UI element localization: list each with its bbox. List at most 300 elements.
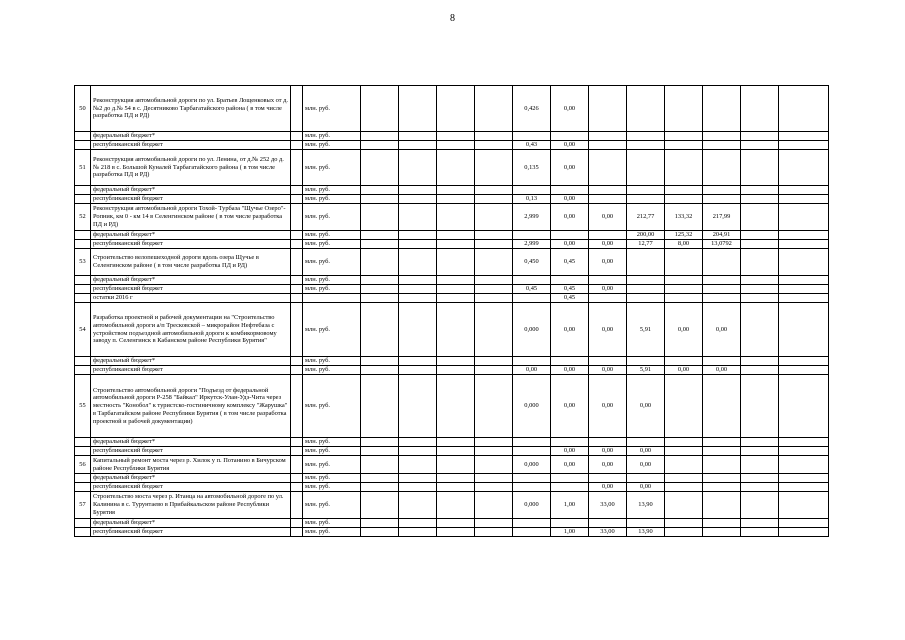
value-cell [741,519,779,528]
row-number-cell [75,474,91,483]
value-cell: 0,00 [589,285,627,294]
value-cell: 0,000 [513,303,551,357]
value-cell: 0,00 [665,303,703,357]
value-cell [589,294,627,303]
value-cell [475,366,513,375]
value-cell [665,438,703,447]
value-cell [779,276,829,285]
value-cell [589,519,627,528]
value-cell [361,492,399,519]
unit-cell: млн. руб. [303,357,361,366]
value-cell [703,186,741,195]
value-cell [475,231,513,240]
value-cell: 0,00 [703,303,741,357]
row-number-cell [75,483,91,492]
value-cell [475,492,513,519]
value-cell [475,474,513,483]
value-cell: 0,00 [589,375,627,438]
row-number-cell [75,447,91,456]
value-cell [551,519,589,528]
value-cell [665,195,703,204]
budget-source-row [75,357,829,366]
value-cell [741,276,779,285]
unit-cell: млн. руб. [303,519,361,528]
value-cell [741,492,779,519]
spacer-cell [291,249,303,276]
value-cell [665,294,703,303]
row-number-cell [75,240,91,249]
value-cell [741,204,779,231]
unit-cell: млн. руб. [303,492,361,519]
value-cell [703,375,741,438]
spacer-cell [291,86,303,132]
value-cell [627,285,665,294]
value-cell [741,528,779,537]
value-cell [399,519,437,528]
value-cell [665,150,703,186]
value-cell: 13,90 [627,492,665,519]
value-cell [779,519,829,528]
value-cell [437,231,475,240]
budget-source-row [75,132,829,141]
value-cell: 8,00 [665,240,703,249]
value-cell [361,303,399,357]
value-cell [627,249,665,276]
value-cell [551,132,589,141]
value-cell [475,86,513,132]
value-cell [399,294,437,303]
value-cell [399,357,437,366]
unit-cell: млн. руб. [303,483,361,492]
project-row [75,86,829,132]
budget-source-row [75,438,829,447]
value-cell [665,276,703,285]
value-cell: 0,00 [551,141,589,150]
budget-source-row [75,447,829,456]
row-number-cell [75,438,91,447]
value-cell [779,186,829,195]
spacer-cell [291,456,303,474]
value-cell [627,195,665,204]
value-cell [399,195,437,204]
value-cell: 0,00 [589,447,627,456]
value-cell [475,285,513,294]
spacer-cell [291,276,303,285]
value-cell: 217,99 [703,204,741,231]
project-name-cell: Капитальный ремонт моста через р. Хилок у п. Потанино в Бичурском районе Республики Бурятия [91,456,291,474]
unit-cell: млн. руб. [303,186,361,195]
row-number-cell [75,285,91,294]
funding-source-cell: республиканский бюджет [91,528,291,537]
row-number-cell [75,528,91,537]
value-cell [399,483,437,492]
value-cell [361,240,399,249]
value-cell: 0,00 [589,366,627,375]
value-cell [741,357,779,366]
row-number-cell: 54 [75,303,91,357]
value-cell [475,519,513,528]
value-cell [779,456,829,474]
unit-cell: млн. руб. [303,240,361,249]
value-cell [361,474,399,483]
spacer-cell [291,132,303,141]
value-cell [437,357,475,366]
value-cell [779,240,829,249]
row-number-cell [75,519,91,528]
value-cell [399,204,437,231]
spacer-cell [291,483,303,492]
value-cell [475,195,513,204]
value-cell [741,447,779,456]
value-cell [703,195,741,204]
value-cell [361,294,399,303]
value-cell [361,438,399,447]
funding-source-cell: федеральный бюджет* [91,276,291,285]
value-cell [627,519,665,528]
value-cell: 0,00 [551,86,589,132]
budget-source-row [75,474,829,483]
value-cell [513,528,551,537]
value-cell [589,141,627,150]
value-cell: 1,00 [551,528,589,537]
value-cell [703,492,741,519]
value-cell [665,528,703,537]
value-cell [741,366,779,375]
value-cell [399,447,437,456]
value-cell: 0,00 [627,483,665,492]
unit-cell: млн. руб. [303,204,361,231]
value-cell [361,483,399,492]
value-cell [513,294,551,303]
value-cell [361,231,399,240]
value-cell [361,528,399,537]
value-cell [627,438,665,447]
value-cell [437,132,475,141]
value-cell [741,456,779,474]
value-cell [399,141,437,150]
funding-source-cell: федеральный бюджет* [91,132,291,141]
spacer-cell [291,519,303,528]
value-cell [361,141,399,150]
value-cell [437,519,475,528]
value-cell [399,375,437,438]
value-cell [399,456,437,474]
value-cell [779,483,829,492]
value-cell [399,240,437,249]
value-cell [741,150,779,186]
value-cell [475,204,513,231]
value-cell [741,86,779,132]
value-cell: 0,45 [551,294,589,303]
value-cell [551,438,589,447]
value-cell [551,186,589,195]
project-row [75,150,829,186]
funding-source-cell: остатки 2016 г [91,294,291,303]
value-cell [513,357,551,366]
value-cell [665,483,703,492]
value-cell: 0,00 [589,240,627,249]
value-cell [665,447,703,456]
budget-source-row [75,366,829,375]
spacer-cell [291,474,303,483]
spacer-cell [291,528,303,537]
value-cell [627,86,665,132]
unit-cell: млн. руб. [303,303,361,357]
value-cell [589,132,627,141]
value-cell [589,231,627,240]
value-cell [475,249,513,276]
row-number-cell: 56 [75,456,91,474]
value-cell [475,375,513,438]
budget-source-row [75,186,829,195]
value-cell: 0,00 [627,456,665,474]
spacer-cell [291,303,303,357]
unit-cell: млн. руб. [303,528,361,537]
value-cell [741,231,779,240]
value-cell [703,456,741,474]
value-cell [589,195,627,204]
value-cell [361,366,399,375]
funding-source-cell: республиканский бюджет [91,285,291,294]
project-name-cell: Строительство велопешеходной дороги вдоль озера Щучье в Селенгинском районе ( в том числе разработка ПД и РД) [91,249,291,276]
value-cell: 0,00 [551,150,589,186]
value-cell [589,186,627,195]
value-cell: 0,426 [513,86,551,132]
spacer-cell [291,195,303,204]
value-cell [475,141,513,150]
value-cell [665,375,703,438]
value-cell [361,132,399,141]
value-cell [703,249,741,276]
project-row [75,249,829,276]
value-cell [779,141,829,150]
value-cell [437,204,475,231]
value-cell [437,483,475,492]
value-cell [779,249,829,276]
unit-cell: млн. руб. [303,231,361,240]
funding-source-cell: федеральный бюджет* [91,438,291,447]
budget-source-row [75,240,829,249]
project-row [75,204,829,231]
value-cell [399,492,437,519]
value-cell [437,249,475,276]
budget-source-row [75,483,829,492]
value-cell [779,294,829,303]
value-cell [513,483,551,492]
value-cell [437,195,475,204]
funding-source-cell: федеральный бюджет* [91,357,291,366]
value-cell [437,240,475,249]
value-cell [779,204,829,231]
value-cell: 0,135 [513,150,551,186]
value-cell [703,86,741,132]
value-cell [399,86,437,132]
value-cell [779,366,829,375]
row-number-cell: 52 [75,204,91,231]
value-cell [361,186,399,195]
value-cell [437,528,475,537]
row-number-cell [75,366,91,375]
value-cell [399,438,437,447]
value-cell: 0,000 [513,375,551,438]
value-cell: 0,00 [589,303,627,357]
value-cell: 5,91 [627,303,665,357]
unit-cell: млн. руб. [303,456,361,474]
value-cell [589,438,627,447]
value-cell [741,186,779,195]
value-cell [437,474,475,483]
budget-table [74,85,829,537]
unit-cell: млн. руб. [303,375,361,438]
value-cell [665,519,703,528]
value-cell: 1,00 [551,492,589,519]
value-cell [589,86,627,132]
value-cell [703,528,741,537]
project-row [75,303,829,357]
unit-cell: млн. руб. [303,285,361,294]
funding-source-cell: республиканский бюджет [91,195,291,204]
value-cell [741,438,779,447]
value-cell [399,366,437,375]
value-cell [741,474,779,483]
row-number-cell: 57 [75,492,91,519]
value-cell [475,276,513,285]
value-cell [475,186,513,195]
value-cell [703,357,741,366]
spacer-cell [291,438,303,447]
value-cell [627,150,665,186]
value-cell: 0,00 [513,366,551,375]
unit-cell: млн. руб. [303,249,361,276]
value-cell: 133,32 [665,204,703,231]
value-cell [703,438,741,447]
value-cell [779,492,829,519]
value-cell [779,438,829,447]
value-cell [475,294,513,303]
value-cell [437,456,475,474]
value-cell: 0,00 [551,303,589,357]
value-cell [627,474,665,483]
value-cell [437,375,475,438]
value-cell [475,456,513,474]
project-name-cell: Разработка проектной и рабочей документации на "Строительство автомобильной дороги а/п Тресковской – микрорайон Нефтебаза с устройством подъездной автомобильной дороги к комбикормовому заводу п. Селенгинск в Кабанском районе Республики Бурятия" [91,303,291,357]
project-row [75,456,829,474]
value-cell [361,447,399,456]
value-cell [665,474,703,483]
value-cell [703,447,741,456]
value-cell [665,249,703,276]
value-cell [399,186,437,195]
budget-source-row [75,231,829,240]
unit-cell: млн. руб. [303,132,361,141]
value-cell [589,150,627,186]
value-cell: 5,91 [627,366,665,375]
value-cell [399,528,437,537]
value-cell [437,86,475,132]
value-cell [741,285,779,294]
value-cell [665,132,703,141]
spacer-cell [291,204,303,231]
row-number-cell: 50 [75,86,91,132]
value-cell: 0,00 [551,240,589,249]
value-cell: 0,00 [589,483,627,492]
spacer-cell [291,150,303,186]
row-number-cell: 51 [75,150,91,186]
value-cell [589,474,627,483]
value-cell [437,150,475,186]
value-cell [361,195,399,204]
spacer-cell [291,141,303,150]
value-cell [589,276,627,285]
funding-source-cell: республиканский бюджет [91,366,291,375]
value-cell [551,357,589,366]
value-cell [779,375,829,438]
value-cell [703,141,741,150]
value-cell: 204,91 [703,231,741,240]
budget-source-row [75,276,829,285]
value-cell [475,447,513,456]
value-cell [665,492,703,519]
project-name-cell: Реконструкция автомобильной дороги Тохой- Турбаза "Щучье Озеро"- Ропник, км 0 - км 14 в Селенгинском районе ( в том числе разработка ПД и РД) [91,204,291,231]
value-cell [741,240,779,249]
value-cell [437,294,475,303]
value-cell [741,294,779,303]
value-cell [551,276,589,285]
value-cell: 0,000 [513,492,551,519]
value-cell: 0,45 [551,285,589,294]
value-cell [513,276,551,285]
value-cell: 0,00 [551,195,589,204]
spacer-cell [291,231,303,240]
value-cell: 212,77 [627,204,665,231]
budget-source-row [75,294,829,303]
value-cell [475,357,513,366]
value-cell [703,285,741,294]
unit-cell [303,294,361,303]
unit-cell: млн. руб. [303,150,361,186]
value-cell [741,249,779,276]
value-cell [399,303,437,357]
budget-source-row [75,285,829,294]
value-cell [779,528,829,537]
funding-source-cell: республиканский бюджет [91,141,291,150]
value-cell [437,447,475,456]
budget-source-row [75,195,829,204]
spacer-cell [291,240,303,249]
project-row [75,375,829,438]
spacer-cell [291,186,303,195]
value-cell [399,285,437,294]
value-cell [361,357,399,366]
value-cell [513,438,551,447]
unit-cell: млн. руб. [303,438,361,447]
value-cell [399,276,437,285]
project-name-cell: Реконструкция автомобильной дороги по ул. Братьев Лощенковых от д.№2 до д.№ 54 в с. Десятниково Тарбагатайского района ( в том числе разработка ПД и РД) [91,86,291,132]
value-cell [741,132,779,141]
value-cell: 0,00 [551,366,589,375]
spacer-cell [291,357,303,366]
row-number-cell [75,294,91,303]
value-cell [551,474,589,483]
value-cell [399,249,437,276]
value-cell: 33,00 [589,528,627,537]
funding-source-cell: республиканский бюджет [91,240,291,249]
value-cell: 0,00 [589,456,627,474]
value-cell [779,474,829,483]
spacer-cell [291,366,303,375]
value-cell: 0,43 [513,141,551,150]
value-cell [361,375,399,438]
